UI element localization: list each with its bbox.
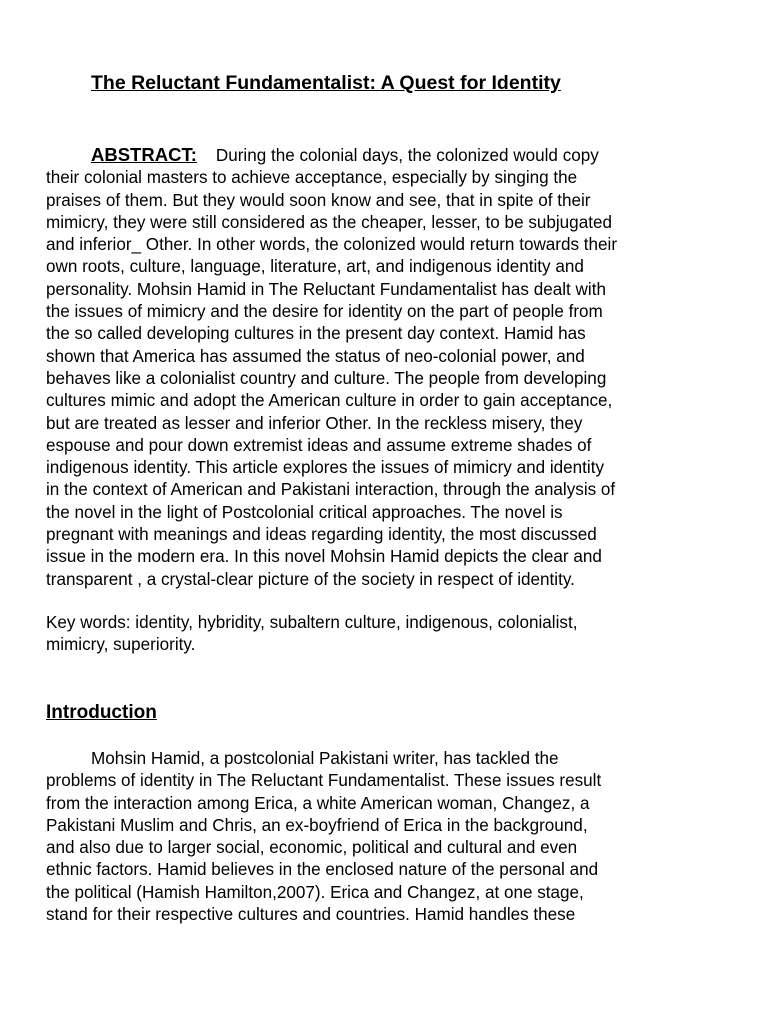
abstract-line: the issues of mimicry and the desire for identity on the part of people from bbox=[46, 302, 603, 322]
keywords-line: Key words: identity, hybridity, subaltern culture, indigenous, colonialist, bbox=[46, 613, 578, 632]
abstract-line: the so called developing cultures in the present day context. Hamid has bbox=[46, 324, 586, 344]
introduction-line: stand for their respective cultures and countries. Hamid handles these bbox=[46, 905, 576, 925]
abstract-label: ABSTRACT: bbox=[91, 144, 197, 165]
abstract-line: own roots, culture, language, literature, art, and indigenous identity and bbox=[46, 257, 584, 277]
abstract-line: the novel in the light of Postcolonial critical approaches. The novel is bbox=[46, 502, 563, 522]
introduction-paragraph bbox=[46, 748, 686, 926]
keywords-paragraph bbox=[46, 612, 686, 657]
document-title: The Reluctant Fundamentalist: A Quest for Identity bbox=[91, 72, 561, 94]
abstract-line: in the context of American and Pakistani interaction, through the analysis of bbox=[46, 480, 616, 500]
introduction-line: from the interaction among Erica, a white American woman, Changez, a bbox=[46, 793, 590, 813]
introduction-line: and also due to larger social, economic, political and cultural and even bbox=[46, 838, 578, 858]
abstract-line: indigenous identity. This article explores the issues of mimicry and identity bbox=[46, 458, 605, 478]
introduction-heading: Introduction bbox=[46, 702, 157, 723]
abstract-line: mimicry, they were still considered as the cheaper, lesser, to be subjugated bbox=[46, 212, 612, 232]
abstract-line: their colonial masters to achieve acceptance, especially by singing the bbox=[46, 168, 578, 188]
abstract-line: praises of them. But they would soon know and see, that in spite of their bbox=[46, 190, 591, 210]
abstract-line: behaves like a colonialist country and culture. The people from developing bbox=[46, 368, 607, 388]
abstract-line: and inferior_ Other. In other words, the colonized would return towards their bbox=[46, 235, 618, 255]
abstract-line: transparent , a crystal-clear picture of the society in respect of identity. bbox=[46, 569, 575, 589]
abstract-line: personality. Mohsin Hamid in The Reluctant Fundamentalist has dealt with bbox=[46, 279, 606, 299]
abstract-line: During the colonial days, the colonized would copy bbox=[215, 146, 599, 165]
abstract-paragraph bbox=[46, 144, 686, 591]
introduction-line: Mohsin Hamid, a postcolonial Pakistani writer, has tackled the bbox=[91, 749, 559, 768]
abstract-first-line bbox=[46, 144, 686, 167]
introduction-line: ethnic factors. Hamid believes in the enclosed nature of the personal and bbox=[46, 860, 599, 880]
abstract-line: pregnant with meanings and ideas regarding identity, the most discussed bbox=[46, 525, 597, 545]
abstract-line: cultures mimic and adopt the American culture in order to gain acceptance, bbox=[46, 391, 613, 411]
introduction-line: Pakistani Muslim and Chris, an ex-boyfriend of Erica in the background, bbox=[46, 815, 588, 835]
abstract-line: espouse and pour down extremist ideas and assume extreme shades of bbox=[46, 435, 592, 455]
abstract-line: but are treated as lesser and inferior Other. In the reckless misery, they bbox=[46, 413, 583, 433]
keywords-line: mimicry, superiority. bbox=[46, 635, 196, 655]
introduction-line: the political (Hamish Hamilton,2007). Erica and Changez, at one stage, bbox=[46, 882, 584, 902]
abstract-line: shown that America has assumed the status of neo-colonial power, and bbox=[46, 346, 585, 366]
abstract-line: issue in the modern era. In this novel Mohsin Hamid depicts the clear and bbox=[46, 547, 602, 567]
introduction-line: problems of identity in The Reluctant Fundamentalist. These issues result bbox=[46, 771, 602, 791]
